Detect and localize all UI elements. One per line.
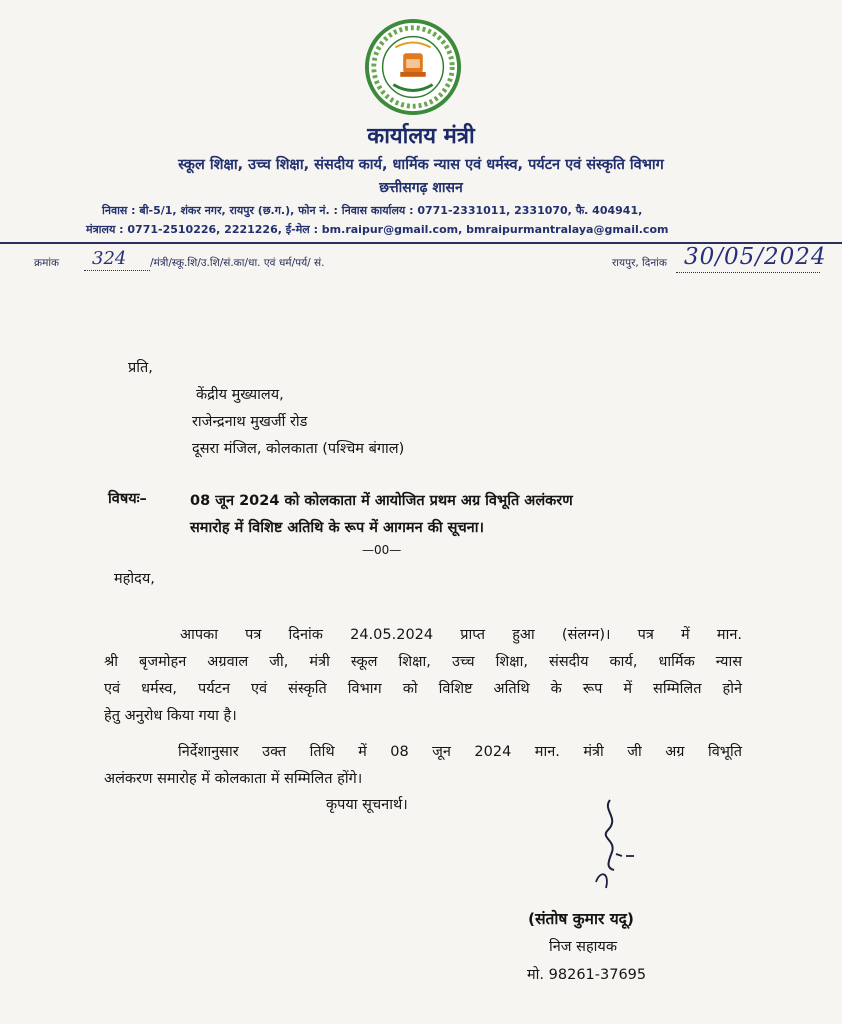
- paragraph-2-line-2: अलंकरण समारोह में कोलकाता में सम्मिलित होंगे।: [104, 771, 363, 787]
- subject-separator: —00—: [362, 543, 402, 557]
- paragraph-1-line-2: श्री बृजमोहन अग्रवाल जी, मंत्री स्कूल शिक्षा, उच्च शिक्षा, संसदीय कार्य, धार्मिक न्यास: [104, 654, 742, 670]
- recipient-line-2: राजेन्द्रनाथ मुखर्जी रोड: [192, 414, 308, 430]
- signatory-mobile: मो. 98261-37695: [527, 967, 647, 983]
- to-label: प्रति,: [128, 360, 153, 376]
- closing-line: कृपया सूचनार्थ।: [326, 797, 408, 813]
- salutation: महोदय,: [114, 571, 155, 587]
- address-line-2: मंत्रालय : 0771-2510226, 2221226, ई-मेल : bm.raipur@gmail.com, bmraipurmantralaya@gmail.com: [86, 223, 669, 236]
- signatory-designation: निज सहायक: [549, 939, 617, 955]
- letter-date: 30/05/2024: [684, 244, 827, 270]
- reference-number-underline: [84, 270, 150, 271]
- subject-label: विषयः–: [108, 491, 147, 507]
- letter-date-underline: [676, 272, 820, 273]
- recipient-line-3: दूसरा मंजिल, कोलकाता (पश्चिम बंगाल): [192, 441, 405, 457]
- government-name: छत्तीसगढ़ शासन: [379, 180, 463, 196]
- signatory-name: (संतोष कुमार यदू): [528, 910, 634, 928]
- government-seal-icon: [364, 18, 462, 116]
- office-title: कार्यालय मंत्री: [367, 124, 475, 149]
- subject-line-1: 08 जून 2024 को कोलकाता में आयोजित प्रथम अग्र विभूति अलंकरण: [190, 493, 573, 509]
- paragraph-1-line-3: एवं धर्मस्व, पर्यटन एवं संस्कृति विभाग को विशिष्ट अतिथि के रूप में सम्मिलित होने: [104, 681, 742, 697]
- subject-line-2: समारोह में विशिष्ट अतिथि के रूप में आगमन की सूचना।: [190, 520, 484, 536]
- place-date-label: रायपुर, दिनांक: [612, 257, 667, 269]
- reference-label: क्रमांक: [34, 257, 60, 269]
- recipient-line-1: केंद्रीय मुख्यालय,: [196, 387, 284, 403]
- department-list: स्कूल शिक्षा, उच्च शिक्षा, संसदीय कार्य, धार्मिक न्यास एवं धर्मस्व, पर्यटन एवं संस्कृति विभाग: [178, 157, 664, 173]
- handwritten-signature-icon: [582, 790, 652, 900]
- paragraph-1-line-1: आपका पत्र दिनांक 24.05.2024 प्राप्त हुआ (संलग्न)। पत्र में मान.: [180, 627, 742, 643]
- reference-number: 324: [92, 248, 127, 269]
- paragraph-1-line-4: हेतु अनुरोध किया गया है।: [104, 708, 237, 724]
- reference-suffix: /मंत्री/स्कू.शि/उ.शि/सं.का/धा. एवं धर्म/पर्य/ सं.: [150, 257, 325, 269]
- address-line-1: निवास : बी-5/1, शंकर नगर, रायपुर (छ.ग.), फोन नं. : निवास कार्यालय : 0771-2331011, 2331070, फै. 404941,: [102, 204, 643, 217]
- paragraph-2-line-1: निर्देशानुसार उक्त तिथि में 08 जून 2024 मान. मंत्री जी अग्र विभूति: [178, 744, 742, 760]
